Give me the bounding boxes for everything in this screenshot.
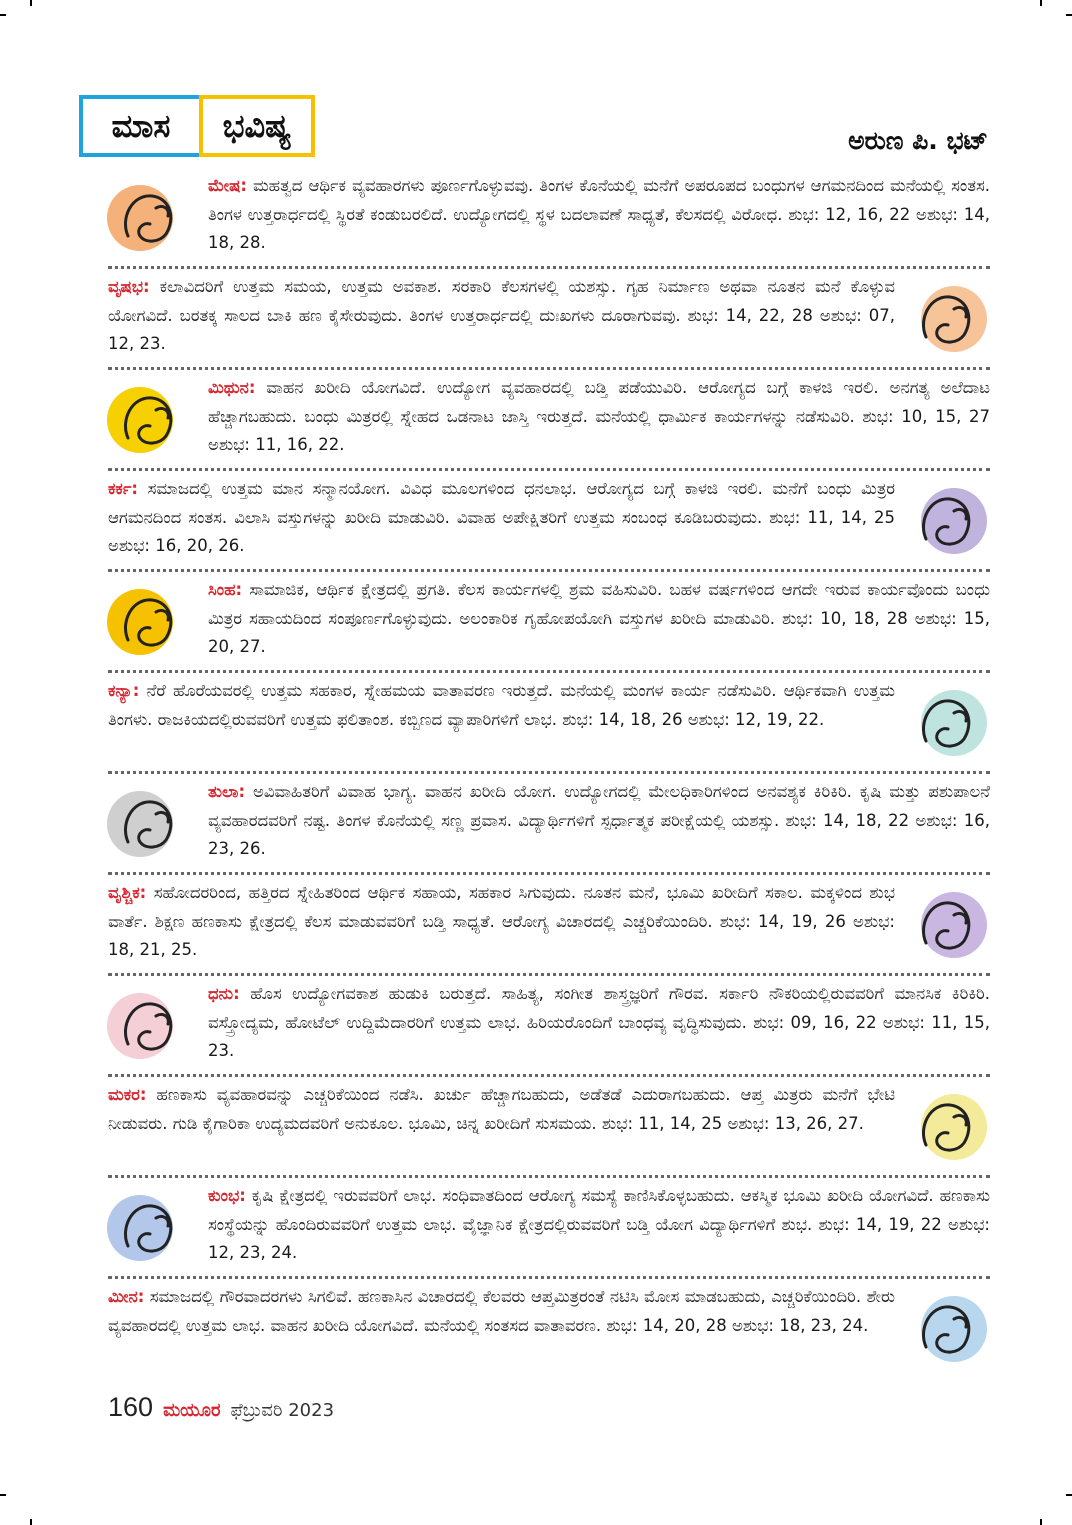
horoscope-text [108, 1283, 895, 1340]
crop-mark [1066, 14, 1072, 16]
prediction-text: ಸಮಾಜದಲ್ಲಿ ಉತ್ತಮ ಮಾನ ಸನ್ಮಾನಯೋಗ. ವಿವಿಧ ಮೂಲಗಳಿಂದ ಧನಲಾಭ. ಆರೋಗ್ಯದ ಬಗ್ಗೆ ಕಾಳಜಿ ಇರಲಿ. ಮನೆಗೆ ಬಂಧು ಮಿತ್ರರ ಆಗಮನದಿಂದ ಸಂತಸ. ವಿಲಾಸಿ ವಸ್ತುಗಳನ್ನು ಖರೀದಿ ಮಾಡುವಿರಿ. ವಿವಾಹ ಅಪೇಕ್ಷಿತರಿಗೆ ಉತ್ತಮ ಸಂಬಂಧ ಕೂಡಿಬರುವುದು. ಶುಭ: 11, 14, 25 ಅಶುಭ: 16, 20, 26. [108, 479, 895, 555]
taurus-bull-icon [904, 279, 990, 359]
prediction-text: ನೆರೆ ಹೊರೆಯವರಲ್ಲಿ ಉತ್ತಮ ಸಹಕಾರ, ಸ್ನೇಹಮಯ ವಾತಾವರಣ ಇರುತ್ತದೆ. ಮನೆಯಲ್ಲಿ ಮಂಗಳ ಕಾರ್ಯ ನಡೆಸುವಿರಿ. ಆರ್ಥಿಕವಾಗಿ ಉತ್ತಮ ತಿಂಗಳು. ರಾಜಕಿಯದಲ್ಲಿರುವವರಿಗೆ ಉತ್ತಮ ಫಲಿತಾಂಶ. ಕಬ್ಬಿಣದ ವ್ಯಾಪಾರಿಗಳಿಗೆ ಲಾಭ. ಶುಭ: 14, 18, 26 ಅಶುಭ: 12, 19, 22. [108, 681, 895, 729]
prediction-text: ಕಲಾವಿದರಿಗೆ ಉತ್ತಮ ಸಮಯ, ಉತ್ತಮ ಅವಕಾಶ. ಸರಕಾರಿ ಕೆಲಸಗಳಲ್ಲಿ ಯಶಸ್ಸು. ಗೃಹ ನಿರ್ಮಾಣ ಅಥವಾ ನೂತನ ಮನೆ ಕೊಳ್ಳುವ ಯೋಗವಿದೆ. ಬರತಕ್ಕ ಸಾಲದ ಬಾಕಿ ಹಣ ಕೈಸೇರುವುದು. ತಿಂಗಳ ಉತ್ತರಾರ್ಧದಲ್ಲಿ ದುಃಖಗಳು ದೂರಾಗುವವು. ಶುಭ: 14, 22, 28 ಅಶುಭ: 07, 12, 23. [108, 277, 895, 353]
horoscope-text [108, 879, 895, 965]
magazine-logo: ಮಯೂರ [163, 1400, 221, 1421]
horoscope-entry [108, 569, 990, 670]
horoscope-entry [108, 670, 990, 771]
zodiac-sign-label: ವೃಷಭ: [108, 277, 150, 296]
prediction-text: ವಾಹನ ಖರೀದಿ ಯೋಗವಿದೆ. ಉದ್ಯೋಗ ವ್ಯವಹಾರದಲ್ಲಿ ಬಡ್ತಿ ಪಡೆಯುವಿರಿ. ಆರೋಗ್ಯದ ಬಗ್ಗೆ ಕಾಳಜಿ ಇರಲಿ. ಅನಗತ್ಯ ಅಲೆದಾಟ ಹೆಚ್ಚಾಗಬಹುದು. ಬಂಧು ಮಿತ್ರರಲ್ಲಿ ಸ್ನೇಹದ ಒಡನಾಟ ಜಾಸ್ತಿ ಇರುತ್ತದೆ. ಮನೆಯಲ್ಲಿ ಧಾರ್ಮಿಕ ಕಾರ್ಯಗಳನ್ನು ನಡೆಸುವಿರಿ. ಶುಭ: 10, 15, 27 ಅಶುಭ: 11, 16, 22. [208, 378, 990, 454]
libra-scales-icon [106, 784, 192, 864]
horoscope-text [208, 576, 990, 662]
issue-date: ಫೆಬ್ರುವರಿ 2023 [230, 1400, 335, 1421]
horoscope-text [108, 1081, 895, 1138]
horoscope-text [208, 1182, 990, 1268]
leo-lion-icon [106, 582, 192, 662]
page-number: 160 [108, 1392, 154, 1422]
pisces-fish-icon [904, 1289, 990, 1369]
zodiac-sign-label: ಮೀನ: [108, 1287, 145, 1306]
section-title-box [79, 95, 315, 157]
aries-ram-icon [106, 178, 192, 258]
horoscope-text [208, 778, 990, 864]
horoscope-entry [108, 1074, 990, 1175]
horoscope-entry [108, 1276, 990, 1377]
crop-mark [1040, 0, 1042, 6]
prediction-text: ಸಮಾಜದಲ್ಲಿ ಗೌರವಾದರಗಳು ಸಿಗಲಿವೆ. ಹಣಕಾಸಿನ ವಿಚಾರದಲ್ಲಿ ಕೆಲವರು ಆಪ್ತಮಿತ್ರರಂತೆ ನಟಿಸಿ ಮೋಸ ಮಾಡಬಹುದು, ಎಚ್ಚರಿಕೆಯಿಂದಿರಿ. ಶೇರು ವ್ಯವಹಾರದಲ್ಲಿ ಉತ್ತಮ ಲಾಭ. ವಾಹನ ಖರೀದಿ ಯೋಗವಿದೆ. ಮನೆಯಲ್ಲಿ ಸಂತಸದ ವಾತಾವರಣ. ಶುಭ: 14, 20, 28 ಅಶುಭ: 18, 23, 24. [108, 1287, 895, 1335]
crop-mark [30, 1519, 32, 1525]
zodiac-sign-label: ಮಿಥುನ: [208, 378, 256, 397]
capricorn-crocodile-icon [904, 1087, 990, 1167]
section-title-part2: ಭವಿಷ್ಯ [199, 95, 315, 157]
zodiac-sign-label: ಕನ್ಯಾ: [108, 681, 140, 700]
zodiac-sign-label: ಕರ್ಕ: [108, 479, 138, 498]
prediction-text: ಸಹೋದರರಿಂದ, ಹತ್ತಿರದ ಸ್ನೇಹಿತರಿಂದ ಆರ್ಥಿಕ ಸಹಾಯ, ಸಹಕಾರ ಸಿಗುವುದು. ನೂತನ ಮನೆ, ಭೂಮಿ ಖರೀದಿಗೆ ಸಕಾಲ. ಮಕ್ಕಳಿಂದ ಶುಭ ವಾರ್ತೆ. ಶಿಕ್ಷಣ ಹಣಕಾಸು ಕ್ಷೇತ್ರದಲ್ಲಿ ಕೆಲಸ ಮಾಡುವವರಿಗೆ ಬಡ್ತಿ ಸಾಧ್ಯತೆ. ಆರೋಗ್ಯ ವಿಚಾರದಲ್ಲಿ ಎಚ್ಚರಿಕೆಯಿಂದಿರಿ. ಶುಭ: 14, 19, 26 ಅಶುಭ: 18, 21, 25. [108, 883, 895, 959]
scorpio-scorpion-icon [904, 885, 990, 965]
horoscope-text [208, 172, 990, 258]
horoscope-text [208, 374, 990, 460]
horoscope-entry [108, 872, 990, 973]
horoscope-text [208, 980, 990, 1066]
horoscope-entry [108, 973, 990, 1074]
zodiac-sign-label: ಧನು: [208, 984, 240, 1003]
zodiac-sign-label: ಕುಂಭ: [208, 1186, 246, 1205]
crop-mark [1066, 1494, 1072, 1496]
prediction-text: ಅವಿವಾಹಿತರಿಗೆ ವಿವಾಹ ಭಾಗ್ಯ. ವಾಹನ ಖರೀದಿ ಯೋಗ. ಉದ್ಯೋಗದಲ್ಲಿ ಮೇಲಧಿಕಾರಿಗಳಿಂದ ಅನವಶ್ಯಕ ಕಿರಿಕಿರಿ. ಕೃಷಿ ಮತ್ತು ಪಶುಪಾಲನೆ ವ್ಯವಹಾರದವರಿಗೆ ನಷ್ಟ. ತಿಂಗಳ ಕೊನೆಯಲ್ಲಿ ಸಣ್ಣ ಪ್ರವಾಸ. ವಿದ್ಯಾರ್ಥಿಗಳಿಗೆ ಸ್ಪರ್ಧಾತ್ಮಕ ಪರೀಕ್ಷೆಯಲ್ಲಿ ಯಶಸ್ಸು. ಶುಭ: 14, 18, 22 ಅಶುಭ: 16, 23, 26. [208, 782, 990, 858]
prediction-text: ಹೊಸ ಉದ್ಯೋಗವಕಾಶ ಹುಡುಕಿ ಬರುತ್ತದೆ. ಸಾಹಿತ್ಯ, ಸಂಗೀತ ಶಾಸ್ತ್ರಜ್ಞರಿಗೆ ಗೌರವ. ಸರ್ಕಾರಿ ನೌಕರಿಯಲ್ಲಿರುವವರಿಗೆ ಮಾನಸಿಕ ಕಿರಿಕಿರಿ. ವಸ್ತ್ರೋದ್ಯಮ, ಹೋಟೆಲ್ ಉದ್ದಿಮೆದಾರರಿಗೆ ಉತ್ತಮ ಲಾಭ. ಹಿರಿಯರೊಂದಿಗೆ ಬಾಂಧವ್ಯ ವೃದ್ಧಿಸುವುದು. ಶುಭ: 09, 16, 22 ಅಶುಭ: 11, 15, 23. [208, 984, 990, 1060]
aquarius-pot-icon [106, 1188, 192, 1268]
horoscope-entry [108, 266, 990, 367]
crop-mark [0, 14, 6, 16]
gemini-twins-icon [106, 380, 192, 460]
prediction-text: ಹಣಕಾಸು ವ್ಯವಹಾರವನ್ನು ಎಚ್ಚರಿಕೆಯಿಂದ ನಡೆಸಿ. ಖರ್ಚು ಹೆಚ್ಚಾಗಬಹುದು, ಅಡೆತಡೆ ಎದುರಾಗಬಹುದು. ಆಪ್ತ ಮಿತ್ರರು ಮನೆಗೆ ಭೇಟಿ ನೀಡುವರು. ಗುಡಿ ಕೈಗಾರಿಕಾ ಉದ್ಯಮದವರಿಗೆ ಅನುಕೂಲ. ಭೂಮಿ, ಚಿನ್ನ ಖರೀದಿಗೆ ಸುಸಮಯ. ಶುಭ: 11, 14, 25 ಅಶುಭ: 13, 26, 27. [108, 1085, 895, 1133]
crop-mark [30, 0, 32, 6]
zodiac-sign-label: ಮೇಷ: [208, 176, 247, 195]
prediction-text: ಕೃಷಿ ಕ್ಷೇತ್ರದಲ್ಲಿ ಇರುವವರಿಗೆ ಲಾಭ. ಸಂಧಿವಾತದಿಂದ ಆರೋಗ್ಯ ಸಮಸ್ಯೆ ಕಾಣಿಸಿಕೊಳ್ಳಬಹುದು. ಆಕಸ್ಮಿಕ ಭೂಮಿ ಖರೀದಿ ಯೋಗವಿದೆ. ಹಣಕಾಸು ಸಂಸ್ಥೆಯನ್ನು ಹೊಂದಿರುವವರಿಗೆ ಉತ್ತಮ ಲಾಭ. ವೈಜ್ಞಾನಿಕ ಕ್ಷೇತ್ರದಲ್ಲಿರುವವರಿಗೆ ಬಡ್ತಿ ಯೋಗ ವಿದ್ಯಾರ್ಥಿಗಳಿಗೆ ಶುಭ. ಶುಭ: 14, 19, 22 ಅಶುಭ: 12, 23, 24. [208, 1186, 990, 1262]
horoscope-text [108, 475, 895, 561]
zodiac-sign-label: ಮಕರ: [108, 1085, 147, 1104]
horoscope-entry [108, 468, 990, 569]
horoscope-entry [108, 771, 990, 872]
zodiac-sign-label: ಸಿಂಹ: [208, 580, 243, 599]
horoscope-entry [108, 168, 990, 266]
crop-mark [1040, 1519, 1042, 1525]
horoscope-entry [108, 1175, 990, 1276]
sagittarius-archer-icon [106, 986, 192, 1066]
horoscope-text [108, 677, 895, 734]
zodiac-sign-label: ತುಲಾ: [208, 782, 246, 801]
zodiac-sign-label: ವೃಶ್ಚಿಕ: [108, 883, 147, 902]
prediction-text: ಸಾಮಾಜಿಕ, ಆರ್ಥಿಕ ಕ್ಷೇತ್ರದಲ್ಲಿ ಪ್ರಗತಿ. ಕೆಲಸ ಕಾರ್ಯಗಳಲ್ಲಿ ಶ್ರಮ ವಹಿಸುವಿರಿ. ಬಹಳ ವರ್ಷಗಳಿಂದ ಆಗದೇ ಇರುವ ಕಾರ್ಯವೊಂದು ಬಂಧು ಮಿತ್ರರ ಸಹಾಯದಿಂದ ಸಂಪೂರ್ಣಗೊಳ್ಳುವುದು. ಅಲಂಕಾರಿಕ ಗೃಹೋಪಯೋಗಿ ವಸ್ತುಗಳ ಖರೀದಿ ಮಾಡುವಿರಿ. ಶುಭ: 10, 18, 28 ಅಶುಭ: 15, 20, 27. [208, 580, 990, 656]
horoscope-list [108, 168, 990, 1377]
prediction-text: ಮಹತ್ವದ ಆರ್ಥಿಕ ವ್ಯವಹಾರಗಳು ಪೂರ್ಣಗೊಳ್ಳುವವು. ತಿಂಗಳ ಕೊನೆಯಲ್ಲಿ ಮನೆಗೆ ಅಪರೂಪದ ಬಂಧುಗಳ ಆಗಮನದಿಂದ ಮನೆಯಲ್ಲಿ ಸಂತಸ. ತಿಂಗಳ ಉತ್ತರಾರ್ಧದಲ್ಲಿ ಸ್ಥಿರತೆ ಕಂಡುಬರಲಿದೆ. ಉದ್ಯೋಗದಲ್ಲಿ ಸ್ಥಳ ಬದಲಾವಣೆ ಸಾಧ್ಯತೆ, ಕೆಲಸದಲ್ಲಿ ವಿರೋಧ. ಶುಭ: 12, 16, 22 ಅಶುಭ: 14, 18, 28. [208, 176, 990, 252]
page-footer [108, 1392, 334, 1423]
author-name: ಅರುಣ ಪಿ. ಭಟ್ [848, 126, 988, 155]
cancer-crab-icon [904, 481, 990, 561]
virgo-maiden-icon [904, 683, 990, 763]
section-title-part1: ಮಾಸ [83, 99, 199, 153]
horoscope-text [108, 273, 895, 359]
horoscope-entry [108, 367, 990, 468]
crop-mark [0, 1494, 6, 1496]
